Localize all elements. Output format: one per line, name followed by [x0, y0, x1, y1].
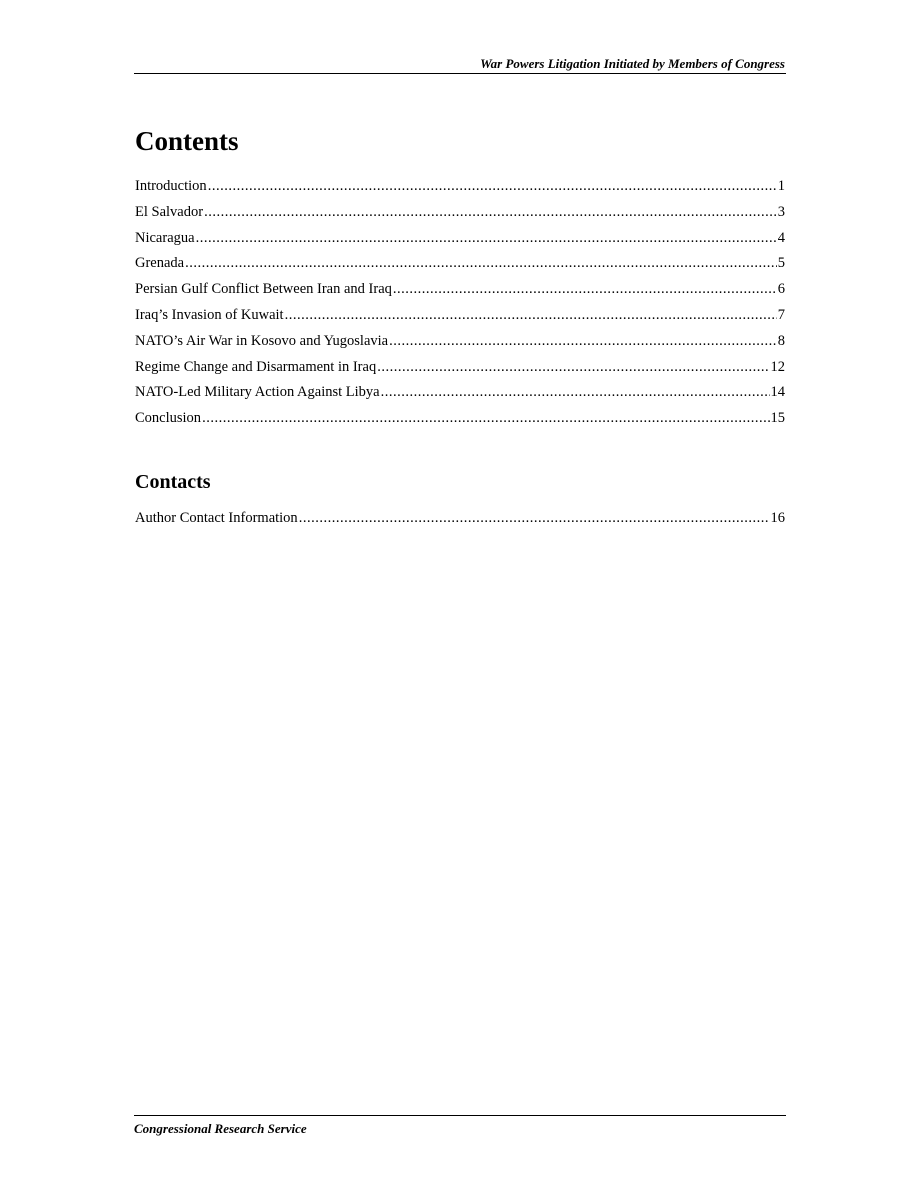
toc-entry-page: 7 [777, 306, 785, 323]
toc-leader-dots [202, 407, 769, 429]
toc-entry-page: 16 [770, 510, 785, 526]
toc-leader-dots [299, 507, 770, 529]
toc-entry-page: 4 [777, 229, 785, 246]
toc-entry-page: 5 [777, 255, 785, 272]
toc-entry[interactable] [135, 252, 785, 278]
toc-entry-label: Nicaragua [135, 229, 195, 246]
toc-entry-label: NATO-Led Military Action Against Libya [135, 384, 380, 401]
toc-entry-label: El Salvador [135, 203, 204, 220]
toc-leader-dots [185, 252, 777, 274]
toc-entry[interactable] [135, 278, 785, 304]
toc-leader-dots [208, 175, 777, 197]
contents-list [135, 175, 785, 433]
toc-entry-label: Conclusion [135, 410, 202, 427]
toc-leader-dots [196, 227, 777, 249]
toc-leader-dots [389, 330, 777, 352]
toc-leader-dots [204, 201, 777, 223]
contacts-heading: Contacts [135, 471, 211, 493]
toc-entry-page: 1 [777, 178, 785, 194]
toc-entry[interactable] [135, 227, 785, 253]
toc-entry[interactable] [135, 407, 785, 433]
running-header-title: War Powers Litigation Initiated by Members of Congress [480, 56, 785, 71]
page-footer [134, 1115, 786, 1139]
toc-leader-dots [285, 304, 777, 326]
contacts-list [135, 507, 785, 533]
footer-text: Congressional Research Service [134, 1121, 307, 1136]
toc-leader-dots [381, 381, 770, 403]
toc-entry-page: 12 [770, 358, 785, 375]
contents-heading: Contents [135, 126, 239, 156]
toc-leader-dots [393, 278, 777, 300]
toc-leader-dots [377, 356, 769, 378]
toc-entry-label: Author Contact Information [135, 510, 298, 526]
toc-entry-label: NATO’s Air War in Kosovo and Yugoslavia [135, 332, 389, 349]
toc-entry[interactable] [135, 381, 785, 407]
toc-entry[interactable] [135, 201, 785, 227]
toc-entry[interactable] [135, 356, 785, 382]
toc-entry[interactable] [135, 304, 785, 330]
toc-entry[interactable] [135, 507, 785, 533]
toc-entry-label: Regime Change and Disarmament in Iraq [135, 358, 377, 375]
toc-entry-label: Iraq’s Invasion of Kuwait [135, 306, 284, 323]
toc-entry-page: 14 [770, 384, 785, 401]
toc-entry-page: 6 [777, 281, 785, 298]
running-header [134, 55, 786, 74]
toc-entry-page: 3 [777, 203, 785, 220]
toc-entry[interactable] [135, 175, 785, 201]
toc-entry-page: 15 [770, 410, 785, 427]
toc-entry-label: Grenada [135, 255, 185, 272]
toc-entry-label: Persian Gulf Conflict Between Iran and Iraq [135, 281, 392, 298]
toc-entry[interactable] [135, 330, 785, 356]
toc-entry-label: Introduction [135, 178, 207, 194]
toc-entry-page: 8 [777, 332, 785, 349]
